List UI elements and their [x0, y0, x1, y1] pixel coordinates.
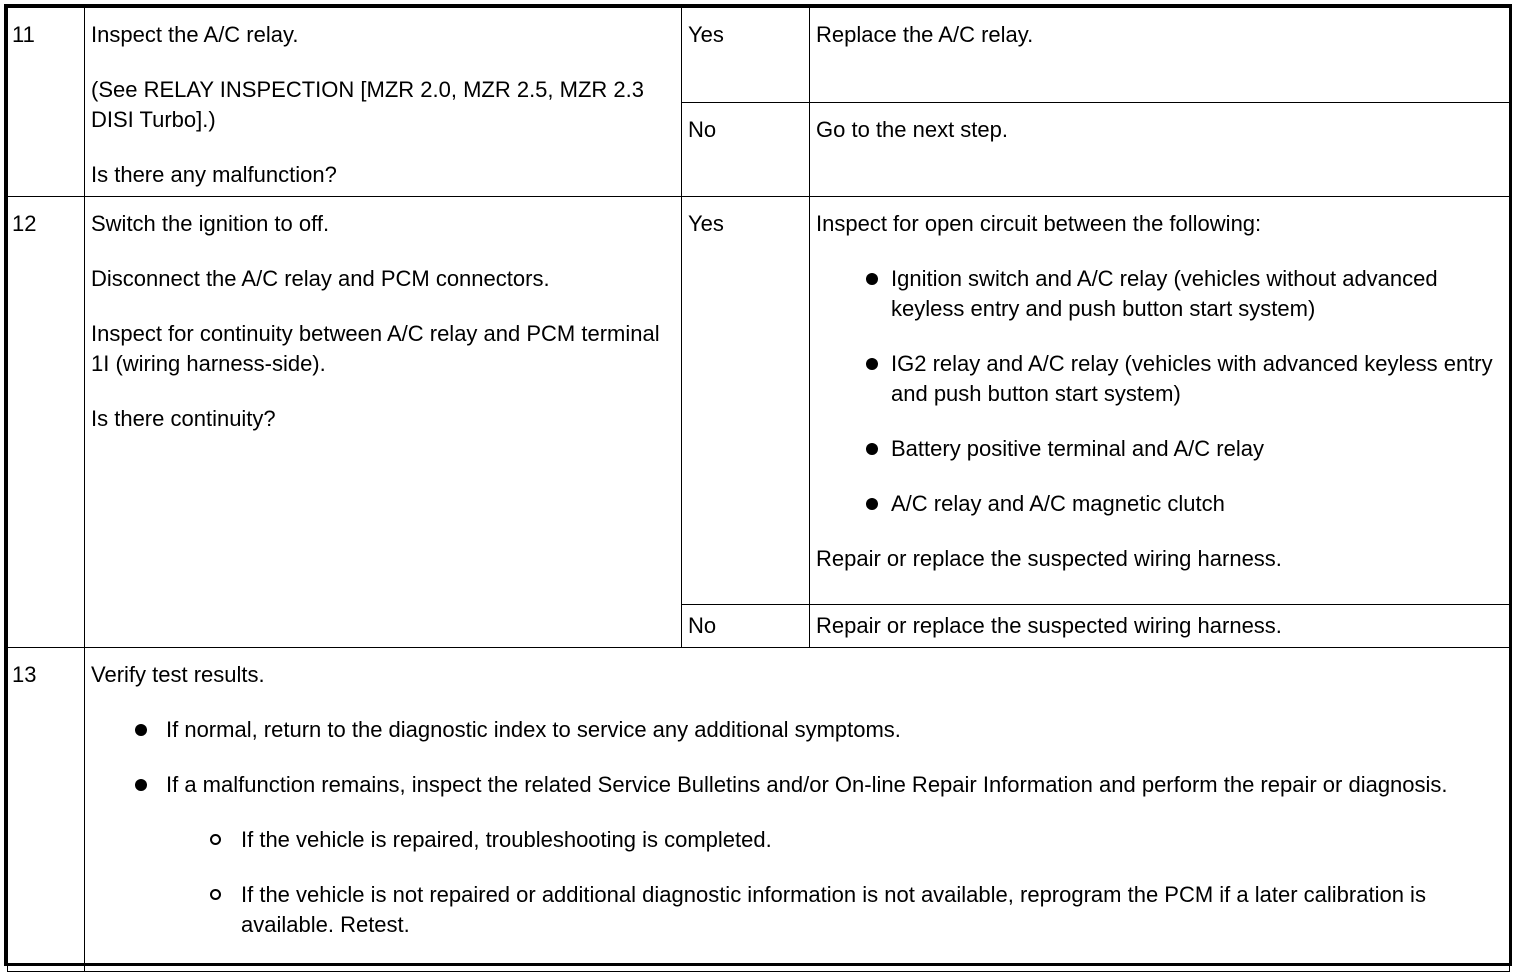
- list-item: If normal, return to the diagnostic index to service any additional symptoms.: [135, 715, 1503, 745]
- sub-list-item: If the vehicle is repaired, troubleshooting is completed.: [210, 825, 1503, 855]
- list-item: [135, 770, 1503, 940]
- action-question: Is there continuity?: [91, 406, 276, 431]
- action-line: Switch the ignition to off.: [91, 211, 330, 236]
- sub-list: [210, 825, 1503, 940]
- result-label-yes: Yes: [682, 8, 810, 103]
- list-item: IG2 relay and A/C relay (vehicles with advanced keyless entry and push button start system): [866, 349, 1503, 409]
- result-text-yes: [810, 197, 1510, 605]
- diagnostic-table-frame: [4, 4, 1512, 966]
- action-line: Inspect for continuity between A/C relay and PCM terminal 1I (wiring harness-side).: [91, 321, 660, 376]
- step-11-row-yes: [8, 8, 1510, 103]
- list-item-text: If a malfunction remains, inspect the related Service Bulletins and/or On-line Repair Information and perform the repair or diagnosis.: [166, 772, 1448, 797]
- result-text-no: Go to the next step.: [810, 102, 1510, 197]
- list-item: Ignition switch and A/C relay (vehicles without advanced keyless entry and push button start system): [866, 264, 1503, 324]
- result-label-no: No: [682, 102, 810, 197]
- action-line: Disconnect the A/C relay and PCM connectors.: [91, 266, 550, 291]
- step-12-row-yes: [8, 197, 1510, 605]
- sub-list-item: If the vehicle is not repaired or additional diagnostic information is not available, reprogram the PCM if a later calibration is available. Retest.: [210, 880, 1503, 940]
- result-outro: Repair or replace the suspected wiring harness.: [816, 546, 1282, 571]
- step-action: [85, 8, 682, 197]
- step-13-row: [8, 648, 1510, 972]
- action-question: Is there any malfunction?: [91, 162, 337, 187]
- action-title: Verify test results.: [91, 662, 265, 687]
- circuit-list: [866, 264, 1503, 519]
- step-action: [85, 648, 1510, 972]
- list-item: A/C relay and A/C magnetic clutch: [866, 489, 1503, 519]
- step-action: [85, 197, 682, 648]
- action-line: (See RELAY INSPECTION [MZR 2.0, MZR 2.5, MZR 2.3 DISI Turbo].): [91, 77, 644, 132]
- verify-list: [135, 715, 1503, 940]
- step-number: 13: [8, 648, 85, 972]
- result-intro: Inspect for open circuit between the following:: [816, 211, 1262, 236]
- list-item: Battery positive terminal and A/C relay: [866, 434, 1503, 464]
- action-line: Inspect the A/C relay.: [91, 22, 299, 47]
- step-number: 12: [8, 197, 85, 648]
- step-number: 11: [8, 8, 85, 197]
- result-text-no: Repair or replace the suspected wiring harness.: [810, 605, 1510, 648]
- diagnostic-table: [7, 7, 1510, 972]
- result-text-yes: Replace the A/C relay.: [810, 8, 1510, 103]
- result-label-no: No: [682, 605, 810, 648]
- result-label-yes: Yes: [682, 197, 810, 605]
